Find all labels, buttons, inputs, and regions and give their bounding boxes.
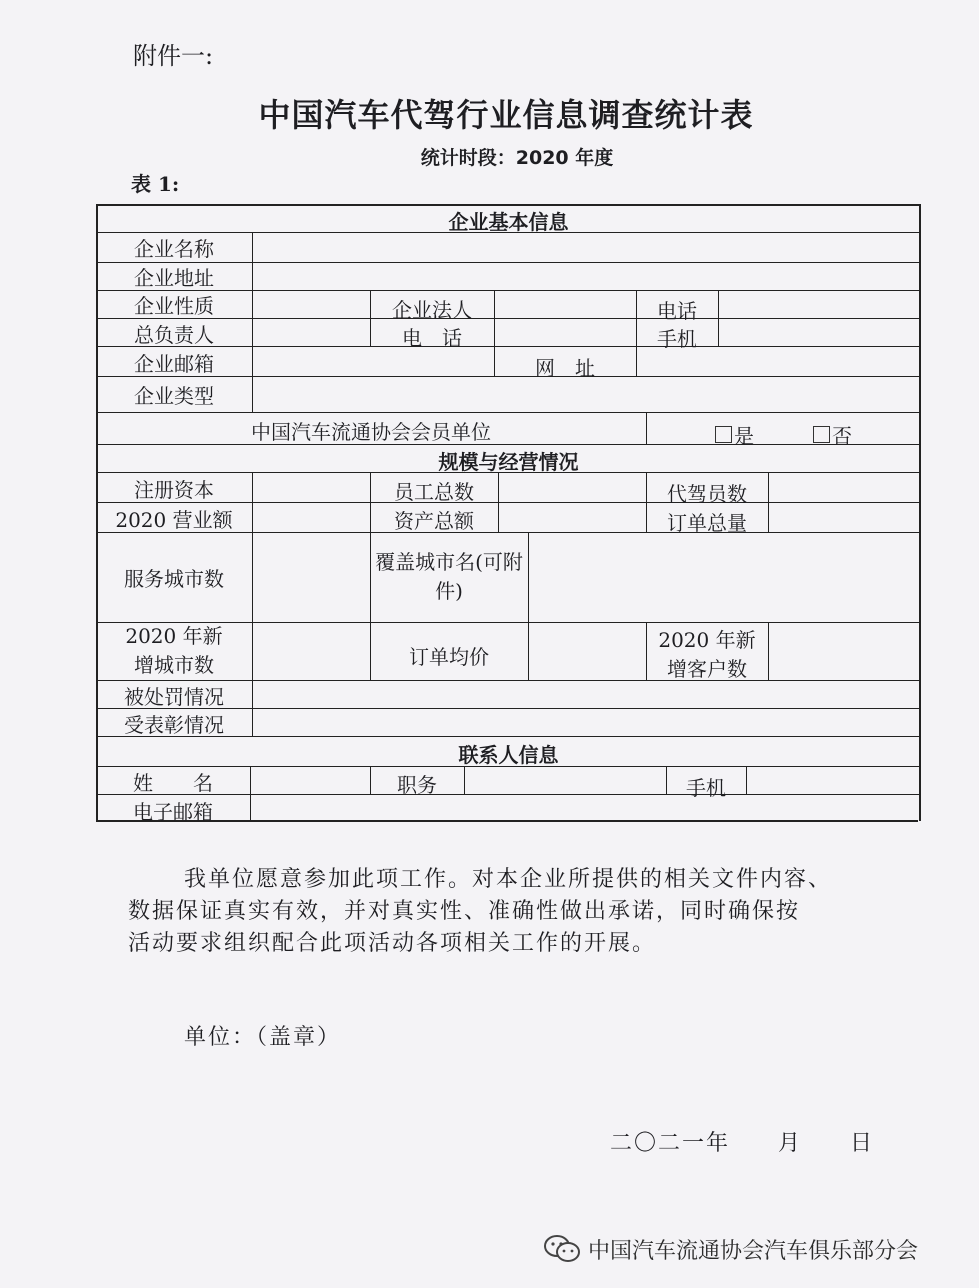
label-yes: 是: [734, 424, 754, 448]
pledge-line-2: 数据保证真实有效，并对真实性、准确性做出承诺，同时确保按: [128, 899, 801, 924]
label-association-member: 中国汽车流通协会会员单位: [251, 420, 491, 444]
label-total-orders: 订单总量: [667, 511, 747, 535]
label-revenue-2020: 2020 营业额: [115, 508, 233, 532]
label-legal-person: 企业法人: [392, 298, 472, 322]
label-company-address: 企业地址: [134, 266, 214, 290]
table-label: 表 1:: [131, 172, 180, 196]
label-general-manager: 总负责人: [134, 323, 214, 347]
label-service-cities: 服务城市数: [124, 567, 224, 591]
label-new-cities-2020: 2020 年新增城市数: [125, 624, 223, 677]
attachment-label: 附件一:: [133, 42, 214, 70]
label-no: 否: [832, 424, 852, 448]
label-website: 网 址: [535, 356, 595, 380]
member-yes-option[interactable]: [715, 420, 754, 449]
label-contact-email: 电子邮箱: [133, 800, 213, 824]
label-penalties: 被处罚情况: [124, 685, 224, 709]
label-company-nature: 企业性质: [134, 294, 214, 318]
watermark: [542, 1232, 918, 1266]
label-commendations: 受表彰情况: [124, 713, 224, 737]
label-phone: 电话: [657, 299, 697, 323]
unit-seal: 单位：（盖章）: [184, 1025, 342, 1050]
label-mobile: 手机: [657, 327, 697, 351]
member-no-option[interactable]: [813, 420, 852, 449]
document-title: 中国汽车代驾行业信息调查统计表: [258, 96, 754, 134]
signature-date: 二〇二一年 月 日: [610, 1131, 875, 1156]
section-scale-operations: 规模与经营情况: [438, 450, 579, 474]
label-company-name: 企业名称: [134, 237, 214, 261]
label-contact-mobile: 手机: [686, 776, 726, 800]
label-registered-capital: 注册资本: [134, 478, 214, 502]
statistics-period: 统计时段：2020 年度: [420, 147, 614, 169]
label-contact-name: 姓 名: [133, 771, 213, 795]
watermark-text: 中国汽车流通协会汽车俱乐部分会: [588, 1238, 919, 1264]
label-total-staff: 员工总数: [394, 480, 474, 504]
label-company-type: 企业类型: [134, 384, 214, 408]
label-company-email: 企业邮箱: [134, 352, 214, 376]
section-contact-info: 联系人信息: [458, 743, 559, 767]
label-avg-order-price: 订单均价: [409, 645, 489, 669]
label-contact-position: 职务: [397, 773, 437, 797]
section-basic-info: 企业基本信息: [448, 210, 569, 234]
label-driver-count: 代驾员数: [667, 482, 747, 506]
label-total-assets: 资产总额: [394, 509, 474, 533]
label-manager-phone: 电 话: [402, 326, 462, 350]
wechat-icon: [542, 1232, 582, 1266]
pledge-line-1: 我单位愿意参加此项工作。对本企业所提供的相关文件内容、: [184, 867, 833, 892]
checkbox-no[interactable]: [813, 426, 830, 443]
checkbox-yes[interactable]: [715, 426, 732, 443]
label-covered-cities: 覆盖城市名(可附件): [375, 550, 523, 603]
pledge-line-3: 活动要求组织配合此项活动各项相关工作的开展。: [128, 931, 657, 956]
label-new-customers-2020: 2020 年新增客户数: [658, 628, 756, 681]
